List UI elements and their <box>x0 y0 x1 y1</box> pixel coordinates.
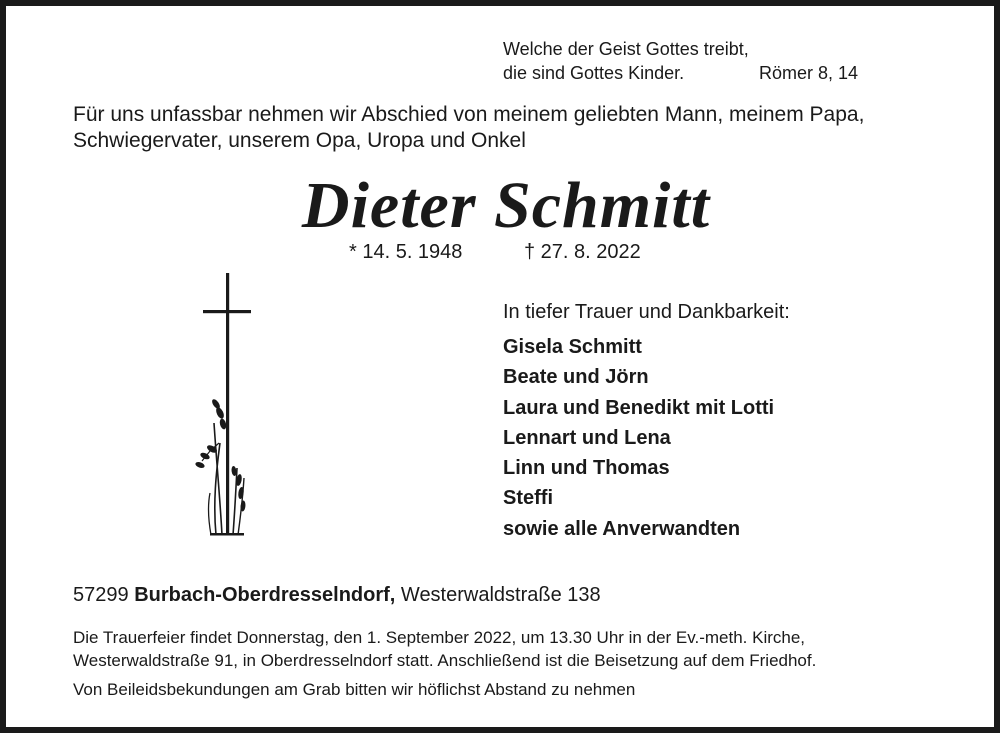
condolence-note: Von Beileidsbekundungen am Grab bitten wir höflichst Abstand zu nehmen <box>73 680 636 699</box>
city: Burbach-Oberdresselndorf, <box>134 584 396 606</box>
mourner-name: Laura und Benedikt mit Lotti <box>503 396 775 419</box>
mourner-name: Gisela Schmitt <box>503 336 642 358</box>
mourner-name: Steffi <box>503 487 553 510</box>
obituary-notice <box>6 6 994 727</box>
mourner-name: Lennart und Lena <box>503 426 671 449</box>
bible-verse <box>503 37 859 85</box>
verse-line-1: Welche der Geist Gottes treibt, <box>503 39 749 59</box>
service-line-1: Die Trauerfeier findet Donnerstag, den 1. September 2022, um 13.30 Uhr in der Ev.-meth. Kirche, <box>73 628 806 647</box>
mourner-name: Linn und Thomas <box>503 457 670 480</box>
postcode: 57299 <box>73 584 129 606</box>
family-address <box>73 582 601 608</box>
birth-date: * 14. 5. 1948 <box>349 241 463 263</box>
death-date: † 27. 8. 2022 <box>524 241 641 263</box>
verse-line-2: die sind Gottes Kinder. <box>503 63 685 83</box>
mourner-name: Beate und Jörn <box>503 366 649 389</box>
mourners-list <box>503 332 774 544</box>
funeral-service-info <box>73 626 816 672</box>
service-line-2: Westerwaldstraße 91, in Oberdresselndorf statt. Anschließend ist die Beisetzung auf dem Friedhof. <box>73 651 817 670</box>
mourners-heading: In tiefer Trauer und Dankbarkeit: <box>503 301 790 323</box>
street: Westerwaldstraße 138 <box>400 584 601 606</box>
mourner-name: sowie alle Anverwandten <box>503 517 741 540</box>
intro-line-2: Schwiegervater, unserem Opa, Uropa und Onkel <box>73 129 526 152</box>
verse-reference: Römer 8, 14 <box>759 63 859 83</box>
cross-with-wheat-icon <box>186 273 256 543</box>
intro-text <box>73 102 864 154</box>
deceased-name: Dieter Schmitt <box>301 169 711 242</box>
intro-line-1: Für uns unfassbar nehmen wir Abschied von meinem geliebten Mann, meinem Papa, <box>73 103 865 126</box>
